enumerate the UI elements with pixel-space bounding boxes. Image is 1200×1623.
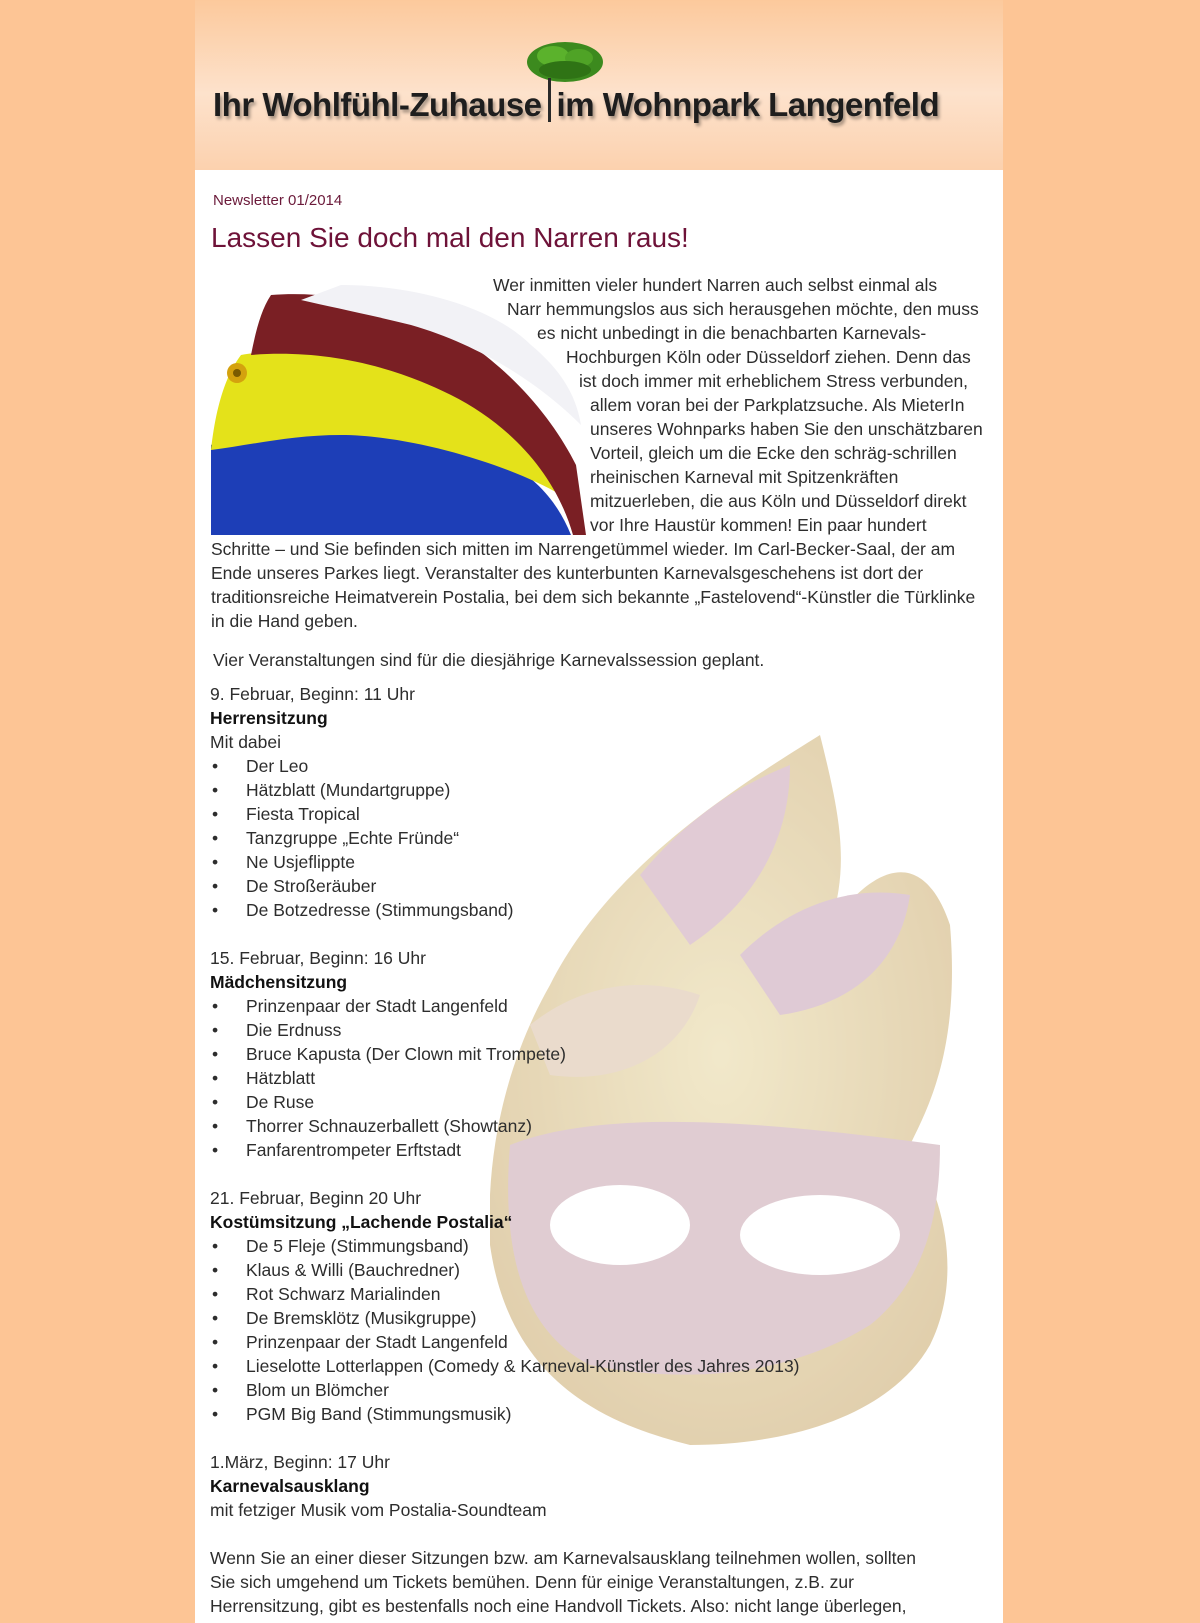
performer-item: • Fiesta Tropical [210, 802, 970, 826]
header-title-part1: Ihr Wohlfühl-Zuhause [213, 86, 542, 123]
performer-list [210, 994, 970, 1162]
header-banner [195, 0, 1003, 170]
outro-paragraph [210, 1546, 970, 1618]
intro-line: mitzuerleben, die aus Köln und Düsseldorf direkt [590, 491, 967, 511]
performer-item: • Blom un Blömcher [210, 1378, 970, 1402]
performer-item: • De Bremsklötz (Musikgruppe) [210, 1306, 970, 1330]
event-herrensitzung [210, 682, 970, 922]
header-title-part2: im Wohnpark Langenfeld [556, 86, 940, 123]
performer-item: • PGM Big Band (Stimmungsmusik) [210, 1402, 970, 1426]
intro-line: in die Hand geben. [211, 611, 358, 631]
performer-item: • Prinzenpaar der Stadt Langenfeld [210, 994, 970, 1018]
performer-item: • Der Leo [210, 754, 970, 778]
performer-item: • Tanzgruppe „Echte Fründe“ [210, 826, 970, 850]
intro-line: vor Ihre Haustür kommen! Ein paar hundert [590, 515, 927, 535]
event-date: 1.März, Beginn: 17 Uhr [210, 1452, 390, 1472]
event-date: 21. Februar, Beginn 20 Uhr [210, 1188, 422, 1208]
intro-paragraph [211, 273, 991, 633]
intro-line: Wer inmitten vieler hundert Narren auch selbst einmal als [493, 275, 938, 295]
performer-item: • De 5 Fleje (Stimmungsband) [210, 1234, 970, 1258]
intro-line: allem voran bei der Parkplatzsuche. Als MieterIn [590, 395, 965, 415]
intro-line: Narr hemmungslos aus sich herausgehen möchte, den muss [507, 299, 979, 319]
performer-item: • Fanfarentrompeter Erftstadt [210, 1138, 970, 1162]
newsletter-page [195, 0, 1003, 1623]
performer-item: • Hätzblatt (Mundartgruppe) [210, 778, 970, 802]
event-kostuemsitzung [210, 1186, 970, 1426]
event-name: Mädchensitzung [210, 972, 348, 992]
intro-line: Hochburgen Köln oder Düsseldorf ziehen. Denn das [566, 347, 971, 367]
event-note: mit fetziger Musik vom Postalia-Soundteam [210, 1500, 547, 1520]
article-headline: Lassen Sie doch mal den Narren raus! [211, 222, 689, 253]
performer-item: • De Stroßeräuber [210, 874, 970, 898]
newsletter-content [195, 170, 1003, 1623]
event-name: Herrensitzung [210, 708, 328, 728]
outro-line: Wenn Sie an einer dieser Sitzungen bzw. am Karnevalsausklang teilnehmen wollen, sollten [210, 1548, 916, 1568]
header-divider [548, 78, 551, 122]
outro-line: Herrensitzung, gibt es bestenfalls noch eine Handvoll Tickets. Also: nicht lange überlegen, [210, 1596, 907, 1616]
event-note: Mit dabei [210, 732, 282, 752]
event-schedule [210, 682, 970, 1546]
intro-line: Schritte – und Sie befinden sich mitten im Narrengetümmel wieder. Im Carl-Becker-Saal, der am [211, 539, 956, 559]
performer-item: • Hätzblatt [210, 1066, 970, 1090]
intro-line: rheinischen Karneval mit Spitzenkräften [590, 467, 899, 487]
performer-item: • Thorrer Schnauzerballett (Showtanz) [210, 1114, 970, 1138]
lead-sentence: Vier Veranstaltungen sind für die diesjährige Karnevalssession geplant. [213, 650, 765, 670]
performer-item: • De Ruse [210, 1090, 970, 1114]
intro-line: Ende unseres Parkes liegt. Veranstalter des kunterbunten Karnevalsgeschehens ist dort der [211, 563, 924, 583]
newsletter-issue-label: Newsletter 01/2014 [213, 192, 343, 209]
event-maedchensitzung [210, 946, 970, 1162]
event-karnevalsausklang [210, 1450, 970, 1522]
performer-item: • Lieselotte Lotterlappen (Comedy & Karneval-Künstler des Jahres 2013) [210, 1354, 970, 1378]
event-date: 9. Februar, Beginn: 11 Uhr [210, 684, 415, 704]
performer-list [210, 1234, 970, 1426]
intro-line: Vorteil, gleich um die Ecke den schräg-schrillen [590, 443, 957, 463]
performer-item: • Bruce Kapusta (Der Clown mit Trompete) [210, 1042, 970, 1066]
performer-item: • Prinzenpaar der Stadt Langenfeld [210, 1330, 970, 1354]
performer-list [210, 754, 970, 922]
event-date: 15. Februar, Beginn: 16 Uhr [210, 948, 426, 968]
intro-line: ist doch immer mit erheblichem Stress verbunden, [579, 371, 969, 391]
performer-item: • Die Erdnuss [210, 1018, 970, 1042]
performer-item: • Ne Usjeflippte [210, 850, 970, 874]
header-title [213, 78, 939, 124]
outro-line: Sie sich umgehend um Tickets bemühen. Denn für einige Veranstaltungen, z.B. zur [210, 1572, 854, 1592]
performer-item: • De Botzedresse (Stimmungsband) [210, 898, 970, 922]
intro-line: unseres Wohnparks haben Sie den unschätzbaren [590, 419, 983, 439]
event-name: Kostümsitzung „Lachende Postalia“ [210, 1212, 513, 1232]
intro-line: es nicht unbedingt in die benachbarten Karnevals- [537, 323, 927, 343]
performer-item: • Rot Schwarz Marialinden [210, 1282, 970, 1306]
intro-line: traditionsreiche Heimatverein Postalia, bei dem sich bekannte „Fastelovend“-Künstler die Türklinke [211, 587, 976, 607]
event-name: Karnevalsausklang [210, 1476, 370, 1496]
performer-item: • Klaus & Willi (Bauchredner) [210, 1258, 970, 1282]
